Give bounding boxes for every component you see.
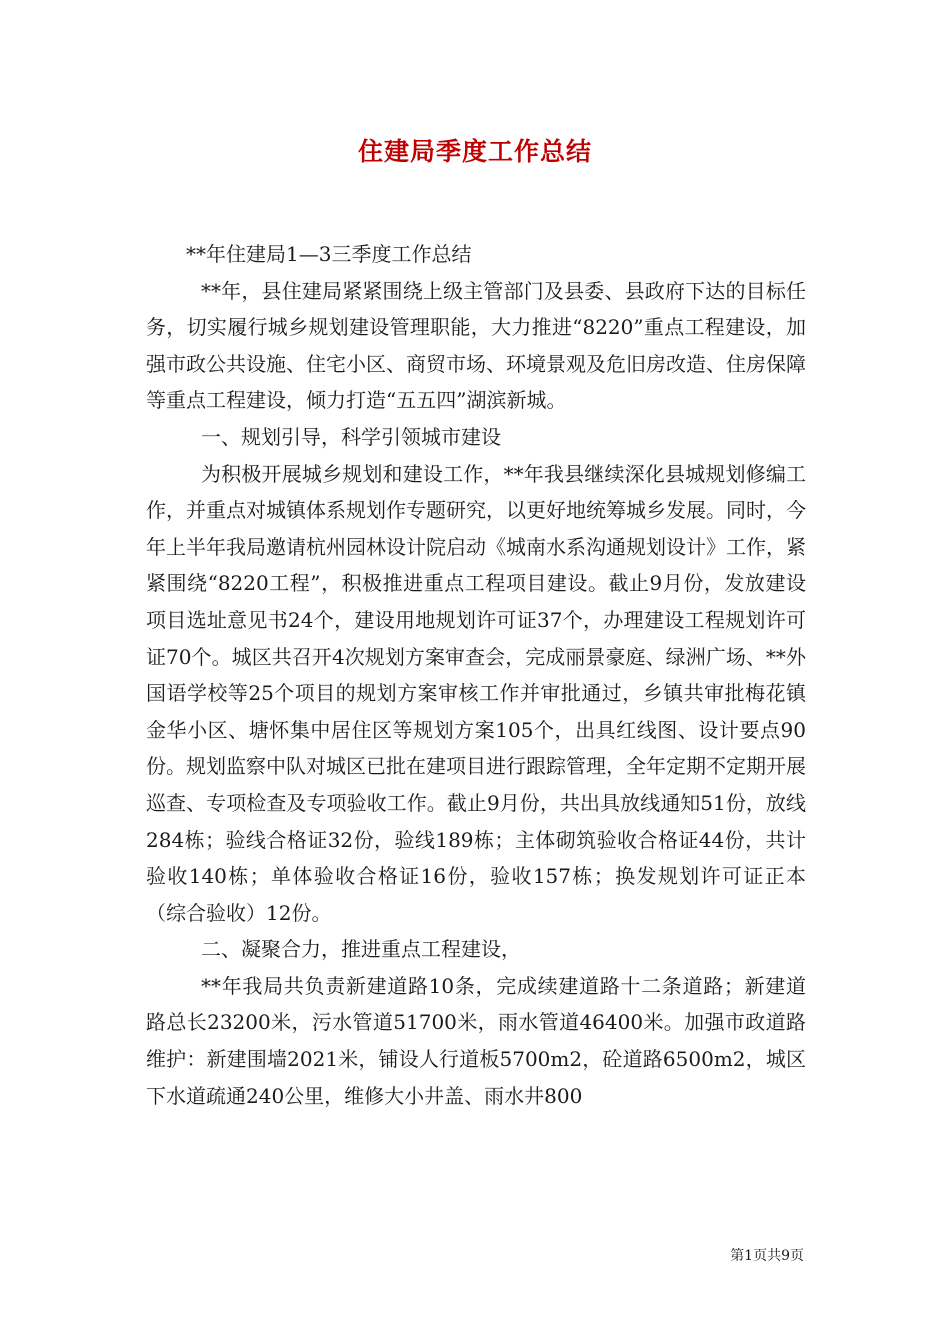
section-heading-1: 一、规划引导，科学引领城市建设: [201, 424, 501, 449]
section-heading-2: 二、凝聚合力，推进重点工程建设，: [201, 937, 521, 962]
document-body: [146, 236, 806, 1114]
paragraph-intro: **年，县住建局紧紧围绕上级主管部门及县委、县政府下达的目标任务，切实履行城乡规划建设管理职能，大力推进“8220”重点工程建设，加强市政公共设施、住宅小区、商贸市场、环境景观及危旧房改造、住房保障等重点工程建设，倾力打造“五五四”湖滨新城。: [146, 278, 806, 413]
page-number-footer: 第1页共9页: [730, 1248, 804, 1264]
document-title: 住建局季度工作总结: [357, 137, 592, 166]
paragraph-roads: **年我局共负责新建道路10条，完成续建道路十二条道路；新建道路总长23200米，污水管道51700米，雨水管道46400米。加强市政道路维护：新建围墙2021米，铺设人行道板5700m2，砼道路6500m2，城区下水道疏通240公里，维修大小井盖、雨水井800: [146, 973, 806, 1108]
paragraph-planning: 为积极开展城乡规划和建设工作，**年我县继续深化县城规划修编工作，并重点对城镇体系规划作专题研究，以更好地统筹城乡发展。同时，今年上半年我局邀请杭州园林设计院启动《城南水系沟通规划设计》工作，紧紧围绕“8220工程”，积极推进重点工程项目建设。截止9月份，发放建设项目选址意见书24个，建设用地规划许可证37个，办理建设工程规划许可证70个。城区共召开4次规划方案审查会，完成丽景豪庭、绿洲广场、**外国语学校等25个项目的规划方案审核工作并审批通过，乡镇共审批梅花镇金华小区、塘怀集中居住区等规划方案105个，出具红线图、设计要点90份。规划监察中队对城区已批在建项目进行跟踪管理，全年定期不定期开展巡查、专项检查及专项验收工作。截止9月份，共出具放线通知51份，放线284栋；验线合格证32份，验线189栋；主体砌筑验收合格证44份，共计验收140栋；单体验收合格证16份，验收157栋；换发规划许可证正本（综合验收）12份。: [146, 461, 806, 925]
document-subtitle: **年住建局1—3三季度工作总结: [186, 242, 472, 266]
